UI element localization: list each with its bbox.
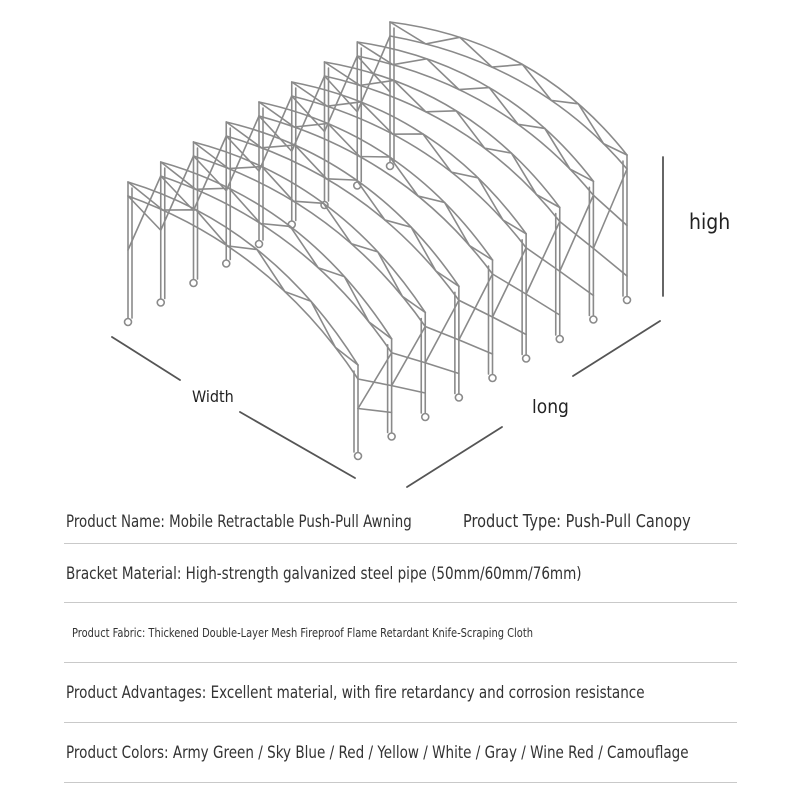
caster-wheel [355, 453, 362, 460]
arch-truss-web [292, 82, 526, 234]
right-side-brace [493, 317, 527, 335]
spec-row-advantages [64, 663, 737, 723]
spec-row-colors [64, 723, 737, 783]
right-side-brace [560, 195, 594, 271]
right-side-brace [459, 274, 493, 340]
right-side-brace [425, 363, 459, 374]
right-side-brace [459, 340, 493, 354]
product-name-text: Product Name: Mobile Retractable Push-Pull Awning [66, 512, 412, 531]
arch-bottom-chord [161, 176, 392, 353]
long-dimension-line-upper [573, 321, 660, 376]
right-side-brace [392, 353, 426, 363]
right-side-brace [526, 294, 560, 315]
arch-truss-web [194, 142, 426, 313]
product-fabric-text: Product Fabric: Thickened Double-Layer Mesh Fireproof Flame Retardant Knife-Scraping Cloth [72, 625, 533, 640]
caster-wheel [387, 163, 394, 170]
product-spec-table [64, 500, 737, 783]
spec-row-bracket [64, 544, 737, 603]
spec-row-fabric [64, 603, 737, 663]
arch-top-chord [292, 82, 526, 234]
height-label: high [689, 210, 731, 234]
width-label: Width [192, 387, 234, 406]
right-side-brace [560, 271, 594, 295]
bracket-material-text: Bracket Material: High-strength galvanized steel pipe (50mm/60mm/76mm) [66, 563, 582, 583]
left-side-brace [357, 36, 390, 112]
width-dimension-line-right [240, 412, 355, 478]
right-side-brace [593, 248, 627, 276]
caster-wheel [256, 241, 263, 248]
caster-wheel [455, 394, 462, 401]
right-side-brace [526, 222, 560, 295]
product-colors-text: Product Colors: Army Green / Sky Blue / Red / Yellow / White / Gray / Wine Red / Camouflage [66, 743, 689, 762]
product-advantages-text: Product Advantages: Excellent material, with fire retardancy and corrosion resistance [66, 683, 645, 702]
caster-wheel [489, 375, 496, 382]
caster-wheel [590, 316, 597, 323]
caster-wheel [157, 299, 164, 306]
right-side-brace [392, 327, 426, 386]
caster-wheel [223, 260, 230, 267]
caster-wheel [422, 414, 429, 421]
left-side-brace [325, 56, 358, 132]
spec-row-name-type [64, 500, 737, 544]
long-dimension-line-lower [407, 427, 502, 487]
caster-wheel [523, 355, 530, 362]
caster-wheel [190, 280, 197, 287]
caster-wheel [624, 297, 631, 304]
caster-wheel [125, 319, 132, 326]
caster-wheel [388, 433, 395, 440]
arch-bottom-chord [390, 36, 627, 169]
right-side-brace [425, 300, 459, 363]
length-label: long [532, 396, 569, 418]
width-dimension-line-left [112, 337, 180, 380]
arch-bottom-chord [128, 196, 358, 379]
caster-wheel [556, 336, 563, 343]
right-side-brace [358, 409, 392, 413]
left-side-brace [292, 76, 325, 151]
right-side-brace [493, 248, 527, 317]
right-side-brace [392, 386, 426, 393]
right-side-brace [593, 169, 627, 248]
product-type-text: Product Type: Push-Pull Canopy [463, 511, 691, 532]
